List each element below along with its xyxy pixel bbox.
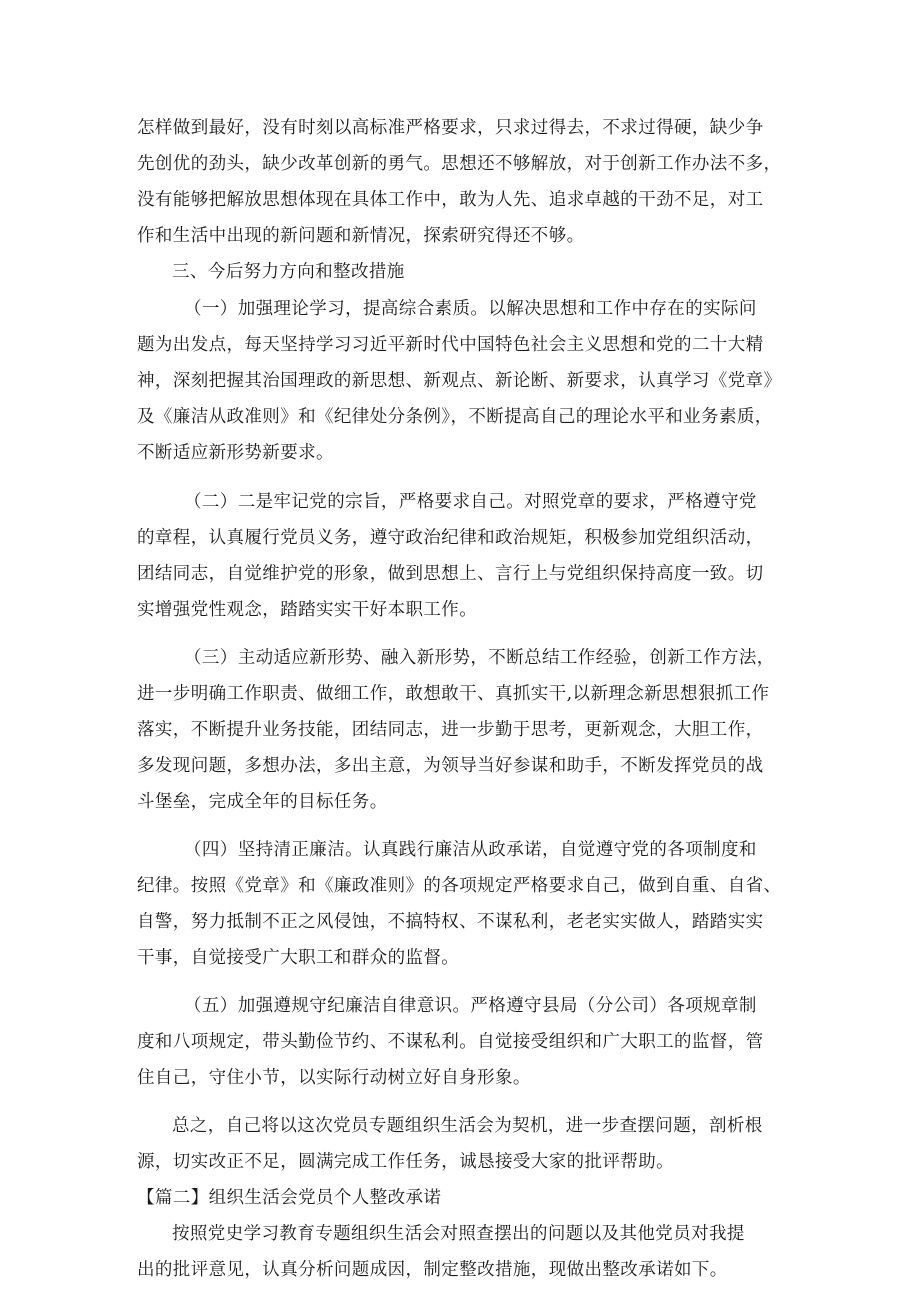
section-heading: 三、今后努力方向和整改措施 xyxy=(172,262,405,282)
text-line: 落实，不断提升业务技能，团结同志，进一步勤于思考，更新观念，大胆工作， xyxy=(137,720,764,740)
text-line: 及《廉洁从政准则》和《纪律处分条例》，不断提高自己的理论水平和业务素质， xyxy=(137,407,773,427)
article-heading: 【篇二】组织生活会党员个人整改承诺 xyxy=(137,1188,442,1208)
text-line: 团结同志，自觉维护党的形象，做到思想上、言行上与党组织保持高度一致。切 xyxy=(137,564,764,584)
text-line: （二）二是牢记党的宗旨，严格要求自己。对照党章的要求，严格遵守党 xyxy=(184,492,757,512)
text-line: 不断适应新形势新要求。 xyxy=(137,443,334,463)
text-line: 怎样做到最好，没有时刻以高标准严格要求，只求过得去，不求过得硬，缺少争 xyxy=(137,118,764,138)
text-line: 纪律。按照《党章》和《廉政准则》的各项规定严格要求自己，做到自重、自省、 xyxy=(137,876,782,896)
text-line: （三）主动适应新形势、融入新形势，不断总结工作经验，创新工作方法， xyxy=(184,648,775,668)
text-line: 总之，自己将以这次党员专题组织生活会为契机，进一步查摆问题，剖析根 xyxy=(172,1116,763,1136)
text-line: （一）加强理论学习，提高综合素质。以解决思想和工作中存在的实际问 xyxy=(184,299,757,319)
text-line: 斗堡垒，完成全年的目标任务。 xyxy=(137,792,388,812)
text-line: 干事，自觉接受广大职工和群众的监督。 xyxy=(137,948,460,968)
text-line: 自警，努力抵制不正之风侵蚀，不搞特权、不谋私利，老老实实做人，踏踏实实 xyxy=(137,912,764,932)
text-line: （四）坚持清正廉洁。认真践行廉洁从政承诺，自觉遵守党的各项制度和 xyxy=(184,840,757,860)
text-line: 度和八项规定，带头勤俭节约、不谋私利。自觉接受组织和广大职工的监督，管 xyxy=(137,1032,764,1052)
text-line: 先创优的劲头，缺少改革创新的勇气。思想还不够解放，对于创新工作办法不多， xyxy=(137,154,782,174)
text-line: 源，切实改正不足，圆满完成工作任务，诚恳接受大家的批评帮助。 xyxy=(137,1152,674,1172)
text-line: 出的批评意见，认真分析问题成因，制定整改措施，现做出整改承诺如下。 xyxy=(137,1260,728,1280)
text-line: 没有能够把解放思想体现在具体工作中，敢为人先、追求卓越的干劲不足，对工 xyxy=(137,190,764,210)
text-line: 进一步明确工作职责、做细工作，敢想敢干、真抓实干,以新理念新思想狠抓工作 xyxy=(137,684,770,704)
text-line: 神，深刻把握其治国理政的新思想、新观点、新论断、新要求，认真学习《党章》 xyxy=(137,371,782,391)
text-line: 按照党史学习教育专题组织生活会对照查摆出的问题以及其他党员对我提 xyxy=(172,1224,745,1244)
text-line: 住自己，守住小节，以实际行动树立好自身形象。 xyxy=(137,1068,531,1088)
text-line: （五）加强遵规守纪廉洁自律意识。严格遵守县局（分公司）各项规章制 xyxy=(184,996,757,1016)
text-line: 作和生活中出现的新问题和新情况，探索研究得还不够。 xyxy=(137,226,585,246)
text-line: 多发现问题，多想办法，多出主意，为领导当好参谋和助手，不断发挥党员的战 xyxy=(137,756,764,776)
text-line: 的章程，认真履行党员义务，遵守政治纪律和政治规矩，积极参加党组织活动， xyxy=(137,528,764,548)
text-line: 题为出发点，每天坚持学习习近平新时代中国特色社会主义思想和党的二十大精 xyxy=(137,335,764,355)
text-line: 实增强党性观念，踏踏实实干好本职工作。 xyxy=(137,600,478,620)
